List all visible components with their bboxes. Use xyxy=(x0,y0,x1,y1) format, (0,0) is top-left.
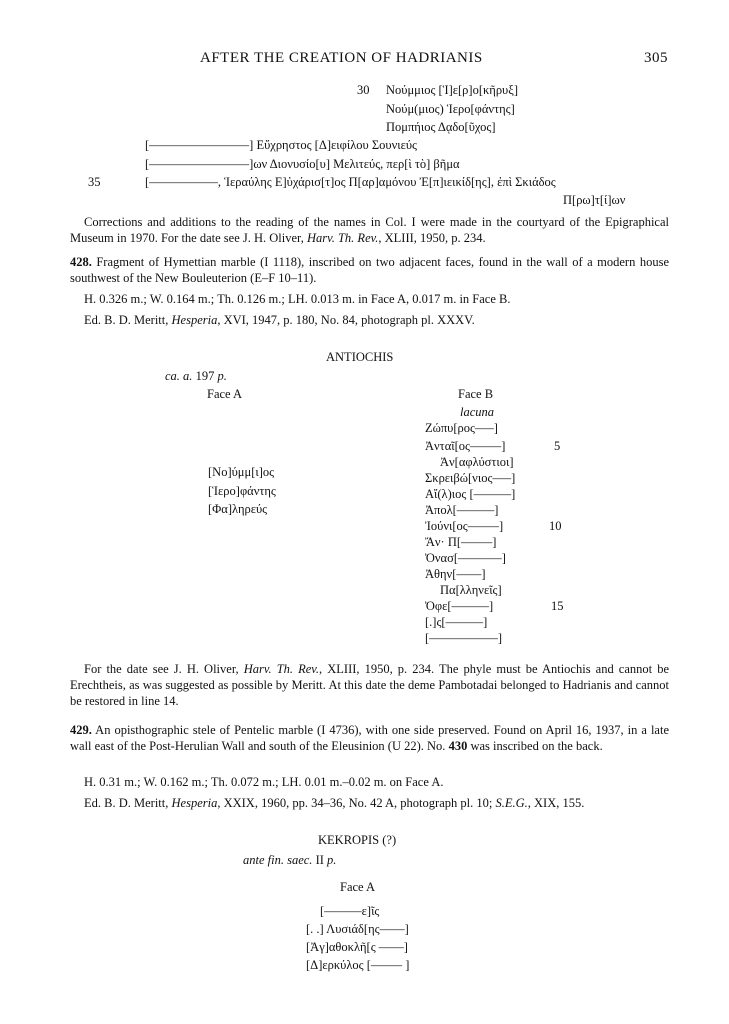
face-a-line: [Νο]ύμμ[ι]ος xyxy=(208,465,275,479)
entry-428-description: 428. Fragment of Hymettian marble (I 1118), inscribed on two adjacent faces, found in the wall of a modern house southwest of the New Bouleuterion (E–F 10–11). xyxy=(70,255,669,285)
face-b-line: Σκρειβώ[νιος–––] xyxy=(425,471,516,485)
face-b-heading: Face B xyxy=(458,387,494,401)
inscription-line: [––––––––––––––––]ων Διονυσίο[υ] Μελιτεύς, περ[ὶ τὸ] βῆμα xyxy=(145,157,460,171)
entry-number: 429. xyxy=(70,723,92,737)
page-number: 305 xyxy=(644,50,668,66)
face-a-line: [Ἱερο]φάντης xyxy=(208,484,276,498)
entry-429-description: 429. An opisthographic stele of Pentelic marble (I 4736), with one side preserved. Found on April 16, 1937, in a late wall east of the Post-Herulian Wall and south of the Eleusinion (U 22). No. 430 was inscribed on the back. xyxy=(70,723,669,753)
entry-428-note: For the date see J. H. Oliver, Harv. Th. Rev., XLIII, 1950, p. 234. The phyle must be Antiochis and cannot be Erechtheis, as was suggested as possible by Meritt. At this date the deme Pambotadai belonged to Hadrianis and cannot be restored in line 14. xyxy=(70,662,669,708)
inscription-line: Π[ρω]τ[ί]ων xyxy=(563,193,626,207)
face-b-line: Ὀνασ[–––––––] xyxy=(425,551,506,565)
face-b-line: Ἄν· Π[–––––] xyxy=(425,535,497,549)
entry-428-dimensions: H. 0.326 m.; W. 0.164 m.; Th. 0.126 m.; LH. 0.013 m. in Face A, 0.017 m. in Face B. xyxy=(84,292,511,306)
face-b-line: Πα[λληνεῖς] xyxy=(440,583,502,597)
face-b-line: Ἀνταῖ[ος–––––] xyxy=(425,439,506,453)
face-b-line: [.]ς[––––––] xyxy=(425,615,488,629)
inscription-line: [–––––––––––, Ἱεραύλης Ε]ὐχάρισ[τ]ος Π[αρ]αμόνου Ἐ[π]ιεικίδ[ης], ἐπὶ Σκιάδος xyxy=(145,175,556,189)
face-a-line: [Δ]ερκύλος [––––– ] xyxy=(306,958,410,972)
face-b-line: Αἴ(λ)ιος [––––––] xyxy=(425,487,516,501)
lacuna-label: lacuna xyxy=(460,405,495,419)
date-line: ca. a. 197 p. xyxy=(165,369,227,383)
face-a-line: [––––––ε]ῖς xyxy=(320,904,380,918)
face-b-line: Ὀφε[––––––] xyxy=(425,599,494,613)
tribe-heading: KEKROPIS (?) xyxy=(318,833,397,847)
entry-429-dimensions: H. 0.31 m.; W. 0.162 m.; Th. 0.072 m.; LH. 0.01 m.–0.02 m. on Face A. xyxy=(84,775,444,789)
face-a-heading: Face A xyxy=(340,880,376,894)
face-b-line: Ἀπολ[––––––] xyxy=(425,503,499,517)
entry-429-edition: Ed. B. D. Meritt, Hesperia, XXIX, 1960, pp. 34–36, No. 42 A, photograph pl. 10; S.E.G., XIX, 155. xyxy=(84,796,585,810)
face-b-line: Ἀν[αφλύστιοι] xyxy=(440,455,514,469)
line-number: 5 xyxy=(554,439,561,453)
crossref-430: 430 xyxy=(448,739,468,753)
face-a-heading: Face A xyxy=(207,387,243,401)
line-number: 30 xyxy=(357,83,370,97)
tribe-heading: ANTIOCHIS xyxy=(326,350,394,364)
line-number: 10 xyxy=(549,519,562,533)
inscription-line: Πομπήιος Δᾳδο[ῦχος] xyxy=(386,120,496,134)
corrections-paragraph: Corrections and additions to the reading of the names in Col. I were made in the courtyard of the Epigraphical Museum in 1970. For the date see J. H. Oliver, Harv. Th. Rev., XLIII, 1950, p. 234. xyxy=(70,215,669,245)
inscription-line: Νούμ(μιος) Ἱερο[φάντης] xyxy=(386,102,515,116)
face-a-line: [Ἀγ]αθοκλῆ[ς ––––] xyxy=(306,940,408,954)
line-number: 35 xyxy=(88,175,101,189)
inscription-line: Νούμμιος [Ἱ]ε[ρ]ο[κῆρυξ] xyxy=(386,83,518,97)
date-line: ante fin. saec. II p. xyxy=(243,853,337,867)
face-b-line: Ἀθην[––––] xyxy=(425,567,486,581)
entry-428-edition: Ed. B. D. Meritt, Hesperia, XVI, 1947, p. 180, No. 84, photograph pl. XXXV. xyxy=(84,313,475,327)
face-b-line: [–––––––––––] xyxy=(425,631,503,645)
face-b-line: Ἰούνι[ος–––––] xyxy=(425,519,504,533)
face-a-line: [. .] Λυσιάδ[ης––––] xyxy=(306,922,409,936)
running-title: AFTER THE CREATION OF HADRIANIS xyxy=(200,50,483,66)
line-number: 15 xyxy=(551,599,564,613)
face-b-line: Ζώπυ[ρος–––] xyxy=(425,421,498,435)
entry-number: 428. xyxy=(70,255,92,269)
face-a-line: [Φα]ληρεύς xyxy=(208,502,268,516)
inscription-line: [––––––––––––––––] Εὔχρηστος [Δ]ειφίλου Σουνιεύς xyxy=(145,138,417,152)
